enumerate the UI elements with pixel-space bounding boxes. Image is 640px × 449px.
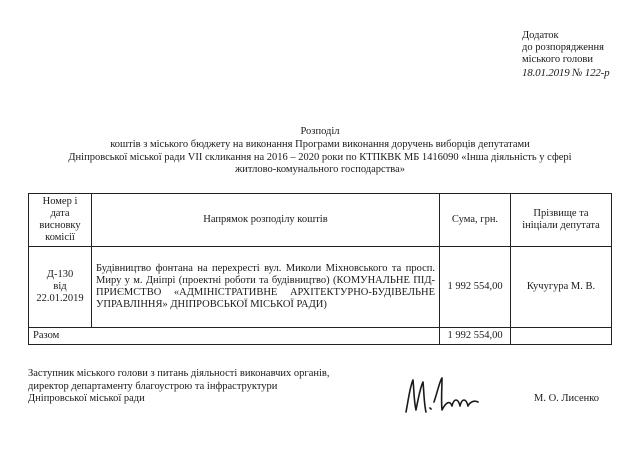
conclusion-date: 22.01.2019	[36, 293, 84, 304]
header-deputy: Прізвище та ініціали депутата	[511, 194, 612, 247]
cell-deputy: Кучугура М. В.	[511, 247, 612, 328]
document-subtitle	[0, 139, 640, 177]
document-title: Розподіл	[300, 126, 340, 137]
table-total-row	[29, 328, 612, 345]
table-row	[29, 247, 612, 328]
subtitle-line-3: житлово-комунального господарства»	[234, 164, 406, 175]
cell-number-date	[29, 247, 92, 328]
footer-line-1: Заступник міського голови з питань діяльності виконавчих органів,	[28, 368, 330, 379]
distribution-table	[28, 193, 612, 345]
total-label: Разом	[29, 328, 440, 345]
subtitle-line-2: Дніпровської міської ради VII скликання на 2016 – 2020 роки по КТПКВК МБ 1416090 «Інша діяльність у сфері	[68, 151, 572, 163]
header-sum: Сума, грн.	[440, 194, 511, 247]
cell-sum: 1 992 554,00	[440, 247, 511, 328]
signer-name: М. О. Лисенко	[534, 393, 600, 404]
footer-line-2: директор департаменту благоустрою та інфраструктури	[28, 380, 278, 392]
conclusion-from: від	[53, 281, 67, 292]
annex-block	[522, 30, 609, 79]
footer-block	[28, 368, 330, 406]
subtitle-line-1: коштів з міського бюджету на виконання Програми виконання доручень виборців депутатами	[110, 139, 530, 150]
header-number-date: Номер і дата висновку комісії	[29, 194, 92, 247]
total-sum: 1 992 554,00	[440, 328, 511, 345]
total-empty-cell	[511, 328, 612, 345]
cell-direction: Будівництво фонтана на перехресті вул. Миколи Міхновського та просп. Миру у м. Дніпрі (проектні роботи та будівництво) (КОМУНАЛЬНЕ ПІД-ПРИЄМСТВО «АДМІНІСТРАТИВНЕ АРХІТЕКТУРНО-БУДІВЕЛЬНЕ УПРАВЛІННЯ» ДНІПРОВСЬКОЇ МІСЬКОЇ РАДИ)	[92, 247, 440, 328]
annex-line-2: до розпорядження	[522, 42, 605, 53]
conclusion-number: Д-130	[46, 269, 74, 280]
annex-line-3: міського голови	[522, 54, 593, 65]
annex-line-1: Додаток	[522, 30, 559, 41]
header-direction: Напрямок розподілу коштів	[92, 194, 440, 247]
footer-line-3: Дніпровської міської ради	[28, 393, 145, 404]
table-header-row	[29, 194, 612, 247]
handwritten-signature	[400, 372, 480, 418]
annex-date-number: 18.01.2019 № 122-р	[522, 67, 610, 79]
